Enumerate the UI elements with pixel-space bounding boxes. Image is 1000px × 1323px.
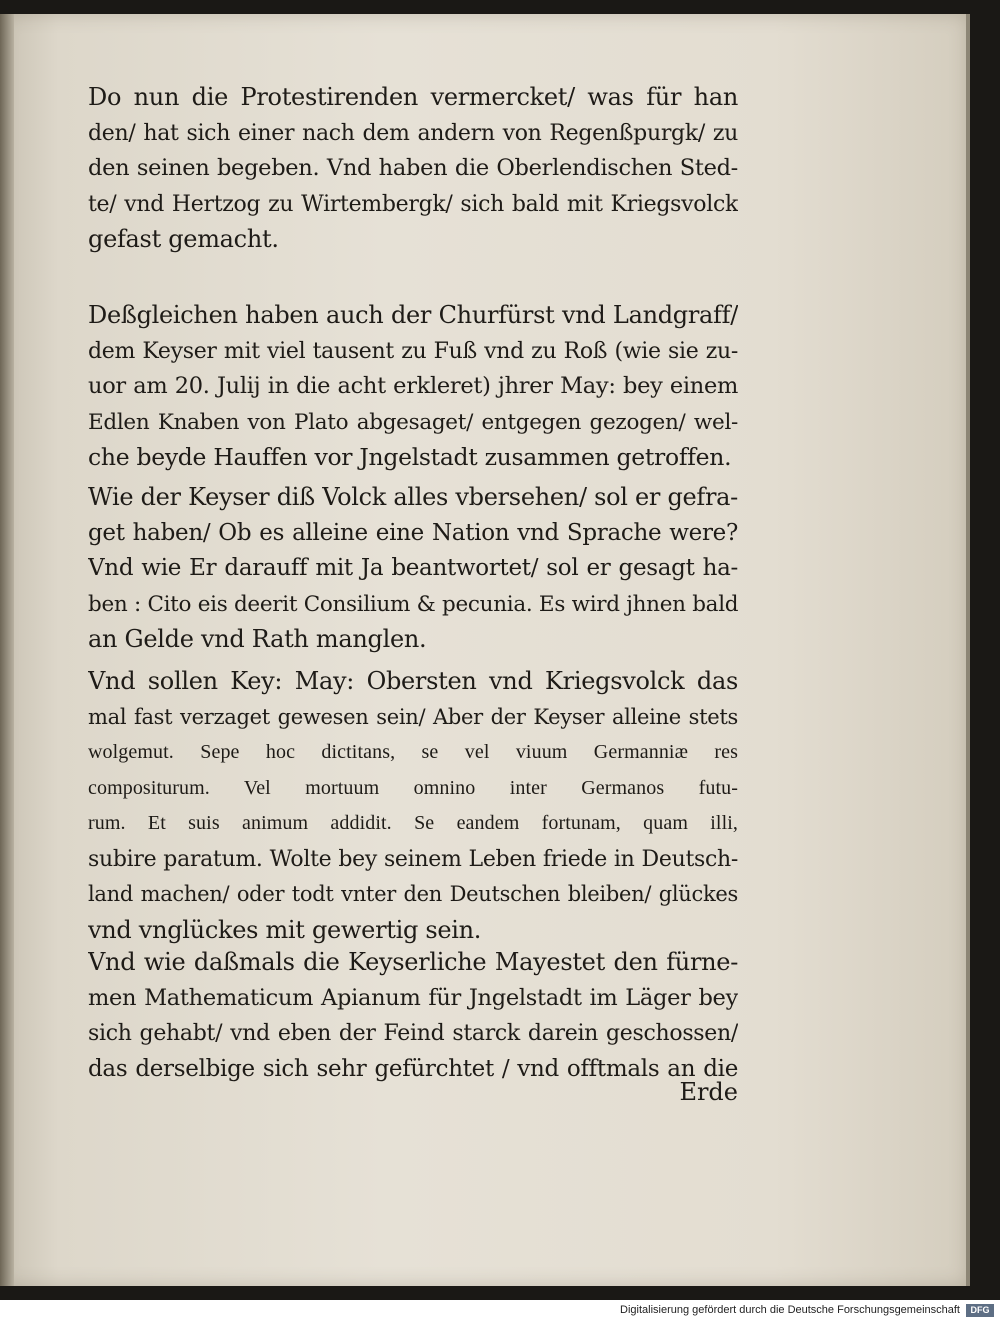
text-line: dem Keyser mit viel tausent zu Fuß vnd zu Roß (wie sie zu- bbox=[88, 338, 738, 364]
dfg-logo: DFG bbox=[966, 1304, 994, 1317]
text-line: compositurum. Vel mortuum omnino inter Germanos futu- bbox=[88, 776, 738, 799]
text-line: get haben/ Ob es alleine eine Nation vnd Sprache were? bbox=[88, 519, 738, 546]
paragraph-1 bbox=[88, 80, 738, 258]
paragraph-2 bbox=[88, 298, 738, 476]
text-line: Deßgleichen haben auch der Churfürst vnd Landgraff/ bbox=[88, 301, 738, 329]
text-line: das derselbige sich sehr gefürchtet / vnd offtmals an die bbox=[88, 1055, 738, 1082]
paragraph-3 bbox=[88, 480, 738, 658]
text-line: che beyde Hauffen vor Jngelstadt zusammen getroffen. bbox=[88, 443, 732, 471]
text-line: Wie der Keyser diß Volck alles vbersehen/ sol er gefra- bbox=[88, 483, 738, 511]
text-line: men Mathematicum Apianum für Jngelstadt im Läger bey bbox=[88, 984, 738, 1011]
text-line: Vnd sollen Key: May: Obersten vnd Kriegsvolck das bbox=[88, 667, 738, 695]
text-line: mal fast verzaget gewesen sein/ Aber der Keyser alleine stets bbox=[88, 704, 738, 729]
text-line: te/ vnd Hertzog zu Wirtembergk/ sich bald mit Kriegsvolck bbox=[88, 191, 738, 217]
text-line: uor am 20. Julij in die acht erkleret) jhrer May: bey einem bbox=[88, 373, 738, 399]
paragraph-4 bbox=[88, 664, 738, 948]
text-line: den seinen begeben. Vnd haben die Oberlendischen Sted- bbox=[88, 155, 738, 181]
digitization-credit: Digitalisierung gefördert durch die Deutsche Forschungsgemeinschaft bbox=[620, 1304, 960, 1316]
text-line: Vnd wie daßmals die Keyserliche Mayestet den fürne- bbox=[88, 948, 738, 976]
text-line: Do nun die Protestirenden vermercket/ was für han bbox=[88, 83, 738, 111]
text-line: Edlen Knaben von Plato abgesaget/ entgegen gezogen/ wel- bbox=[88, 409, 738, 435]
footer-bar bbox=[0, 1300, 1000, 1323]
text-line: rum. Et suis animum addidit. Se eandem fortunam, quam illi, bbox=[88, 812, 738, 834]
text-line: ben : Cito eis deerit Consilium & pecunia. Es wird jhnen bald bbox=[88, 591, 738, 617]
text-line: an Gelde vnd Rath manglen. bbox=[88, 625, 427, 653]
text-line: sich gehabt/ vnd eben der Feind starck darein geschossen/ bbox=[88, 1021, 738, 1046]
text-line: subire paratum. Wolte bey seinem Leben friede in Deutsch- bbox=[88, 846, 738, 872]
paragraph-5 bbox=[88, 945, 738, 1087]
page-binding-shadow bbox=[0, 14, 14, 1286]
text-line: den/ hat sich einer nach dem andern von Regenßpurgk/ zu bbox=[88, 120, 738, 146]
text-line: vnd vnglückes mit gewertig sein. bbox=[88, 915, 482, 944]
text-line: Vnd wie Er darauff mit Ja beantwortet/ sol er gesagt ha- bbox=[88, 555, 738, 581]
page-edge bbox=[966, 14, 970, 1286]
text-line: wolgemut. Sepe hoc dictitans, se vel viuum Germanniæ res bbox=[88, 741, 738, 763]
text-line: gefast gemacht. bbox=[88, 225, 279, 253]
text-line: land machen/ oder todt vnter den Deutschen bleiben/ glückes bbox=[88, 882, 738, 906]
catchword: Erde bbox=[679, 1078, 738, 1106]
